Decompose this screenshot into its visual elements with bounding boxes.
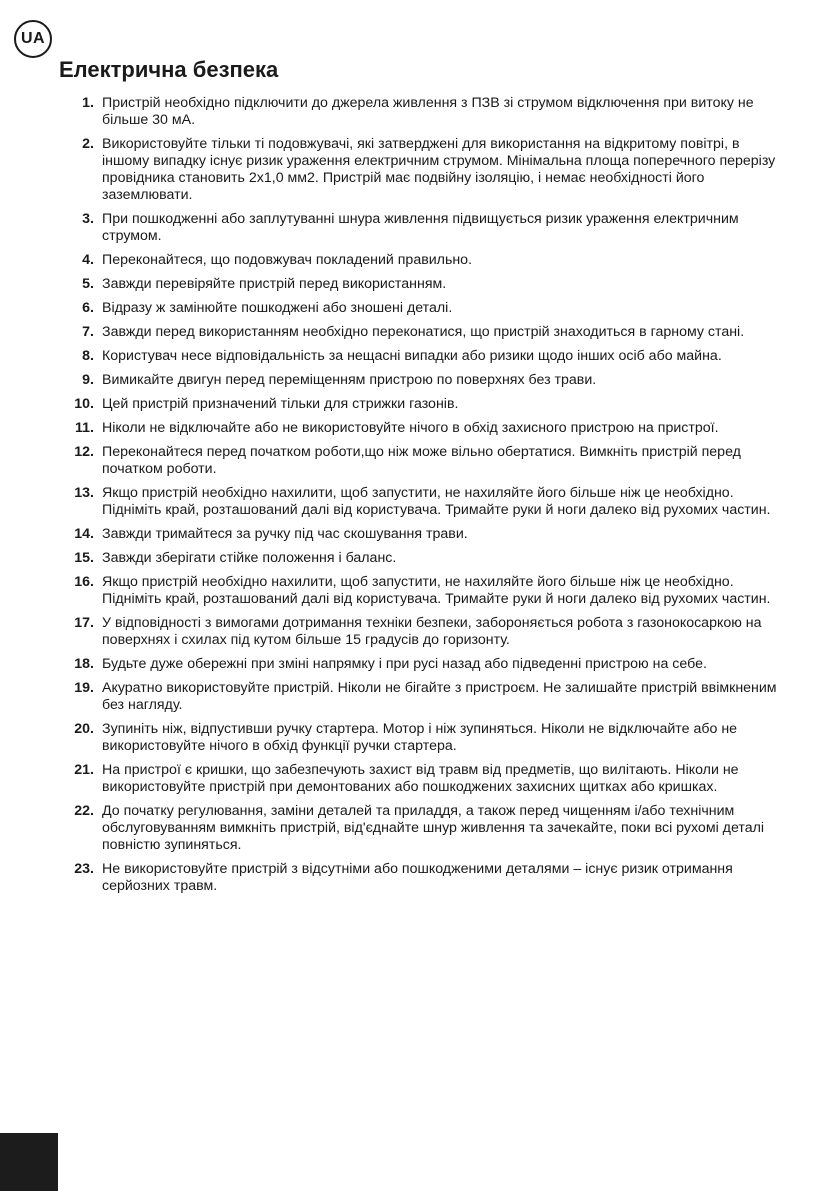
item-text: На пристрої є кришки, що забезпечують захист від травм від предметів, що вилітають. Ніколи не використовуйте пристрій при демонтованих або пошкоджених захисних щитках або кришках. xyxy=(102,762,739,795)
list-item xyxy=(62,324,786,341)
list-item xyxy=(62,680,786,714)
safety-instructions-list xyxy=(62,95,786,902)
list-item xyxy=(62,574,786,608)
item-text: Завжди перед використанням необхідно переконатися, що пристрій знаходиться в гарному стані. xyxy=(102,324,745,340)
item-text: Цей пристрій призначений тільки для стрижки газонів. xyxy=(102,396,459,412)
list-item xyxy=(62,550,786,567)
list-item xyxy=(62,211,786,245)
item-text: Відразу ж замінюйте пошкоджені або зношені деталі. xyxy=(102,300,453,316)
item-number: 23. xyxy=(74,861,94,877)
item-text: Зупиніть ніж, відпустивши ручку стартера. Мотор і ніж зупиняться. Ніколи не відключайте або не використовуйте нічого в обхід функції ручки стартера. xyxy=(102,721,738,754)
item-text: Використовуйте тільки ті подовжувачі, які затверджені для використання на відкритому повітрі, в іншому випадку існує ризик ураження електричним струмом. Мінімальна площа поперечного перерізу провідника становить 2x1,0 мм2. Пристрій має подвійну ізоляцію, і немає необхідності його заземлювати. xyxy=(102,136,776,203)
item-text: Пристрій необхідно підключити до джерела живлення з ПЗВ зі струмом відключення при витоку не більше 30 мА. xyxy=(102,95,754,128)
list-item xyxy=(62,656,786,673)
item-text: До початку регулювання, заміни деталей та приладдя, а також перед чищенням і/або технічним обслуговуванням вимкніть пристрій, від'єднайте шнур живлення та зачекайте, поки всі рухомі деталі повністю зупиняться. xyxy=(102,803,765,853)
item-number: 15. xyxy=(74,550,94,566)
item-number: 3. xyxy=(82,211,94,227)
list-item xyxy=(62,396,786,413)
list-item xyxy=(62,252,786,269)
item-text: Завжди тримайтеся за ручку під час скошування трави. xyxy=(102,526,468,542)
item-text: Якщо пристрій необхідно нахилити, щоб запустити, не нахиляйте його більше ніж це необхідно. Підніміть край, розташований далі від користувача. Тримайте руки й ноги далеко від рухомих частин. xyxy=(102,574,771,607)
item-text: Переконайтеся, що подовжувач покладений правильно. xyxy=(102,252,473,268)
item-number: 5. xyxy=(82,276,94,292)
list-item xyxy=(62,95,786,129)
item-text: Завжди зберігати стійке положення і баланс. xyxy=(102,550,397,566)
item-number: 1. xyxy=(82,95,94,111)
item-number: 18. xyxy=(74,656,94,672)
list-item xyxy=(62,762,786,796)
item-number: 13. xyxy=(74,485,94,501)
list-item xyxy=(62,136,786,204)
list-item xyxy=(62,861,786,895)
list-item xyxy=(62,721,786,755)
item-text: Не використовуйте пристрій з відсутніми або пошкодженими деталями – існує ризик отримання серйозних травм. xyxy=(102,861,733,894)
item-text: Ніколи не відключайте або не використовуйте нічого в обхід захисного пристрою на пристрої. xyxy=(102,420,719,436)
page-corner-marker xyxy=(0,1133,58,1191)
item-number: 20. xyxy=(74,721,94,737)
list-item xyxy=(62,420,786,437)
page-title: Електрична безпека xyxy=(59,57,279,82)
list-item xyxy=(62,485,786,519)
item-number: 21. xyxy=(74,762,94,778)
item-text: Завжди перевіряйте пристрій перед використанням. xyxy=(102,276,447,292)
item-number: 4. xyxy=(82,252,94,268)
item-number: 12. xyxy=(74,444,94,460)
item-text: При пошкодженні або заплутуванні шнура живлення підвищується ризик ураження електричним струмом. xyxy=(102,211,739,244)
list-item xyxy=(62,526,786,543)
item-text: Якщо пристрій необхідно нахилити, щоб запустити, не нахиляйте його більше ніж це необхідно. Підніміть край, розташований далі від користувача. Тримайте руки й ноги далеко від рухомих частин. xyxy=(102,485,771,518)
list-item xyxy=(62,348,786,365)
item-number: 7. xyxy=(82,324,94,340)
item-text: У відповідності з вимогами дотримання техніки безпеки, забороняється робота з газонокосаркою на поверхнях і схилах під кутом більше 15 градусів до горизонту. xyxy=(102,615,762,648)
list-item xyxy=(62,300,786,317)
item-number: 19. xyxy=(74,680,94,696)
item-number: 14. xyxy=(74,526,94,542)
language-code: UA xyxy=(20,30,46,47)
item-text: Переконайтеся перед початком роботи,що ніж може вільно обертатися. Вимкніть пристрій перед початком роботи. xyxy=(102,444,741,477)
item-text: Вимикайте двигун перед переміщенням пристрою по поверхнях без трави. xyxy=(102,372,597,388)
list-item xyxy=(62,372,786,389)
item-number: 22. xyxy=(74,803,94,819)
item-text: Акуратно використовуйте пристрій. Ніколи не бігайте з пристроєм. Не залишайте пристрій ввімкненим без нагляду. xyxy=(102,680,777,713)
item-number: 10. xyxy=(74,396,94,412)
item-number: 2. xyxy=(82,136,94,152)
item-text: Користувач несе відповідальність за нещасні випадки або ризики щодо інших осіб або майна. xyxy=(102,348,722,364)
item-number: 11. xyxy=(75,420,94,436)
item-number: 6. xyxy=(82,300,94,316)
item-number: 17. xyxy=(74,615,94,631)
item-number: 16. xyxy=(74,574,94,590)
list-item xyxy=(62,615,786,649)
list-item xyxy=(62,276,786,293)
language-badge xyxy=(14,20,52,58)
item-number: 9. xyxy=(82,372,94,388)
list-item xyxy=(62,444,786,478)
item-text: Будьте дуже обережні при зміні напрямку і при русі назад або підведенні пристрою на себе. xyxy=(102,656,707,672)
list-item xyxy=(62,803,786,854)
item-number: 8. xyxy=(82,348,94,364)
